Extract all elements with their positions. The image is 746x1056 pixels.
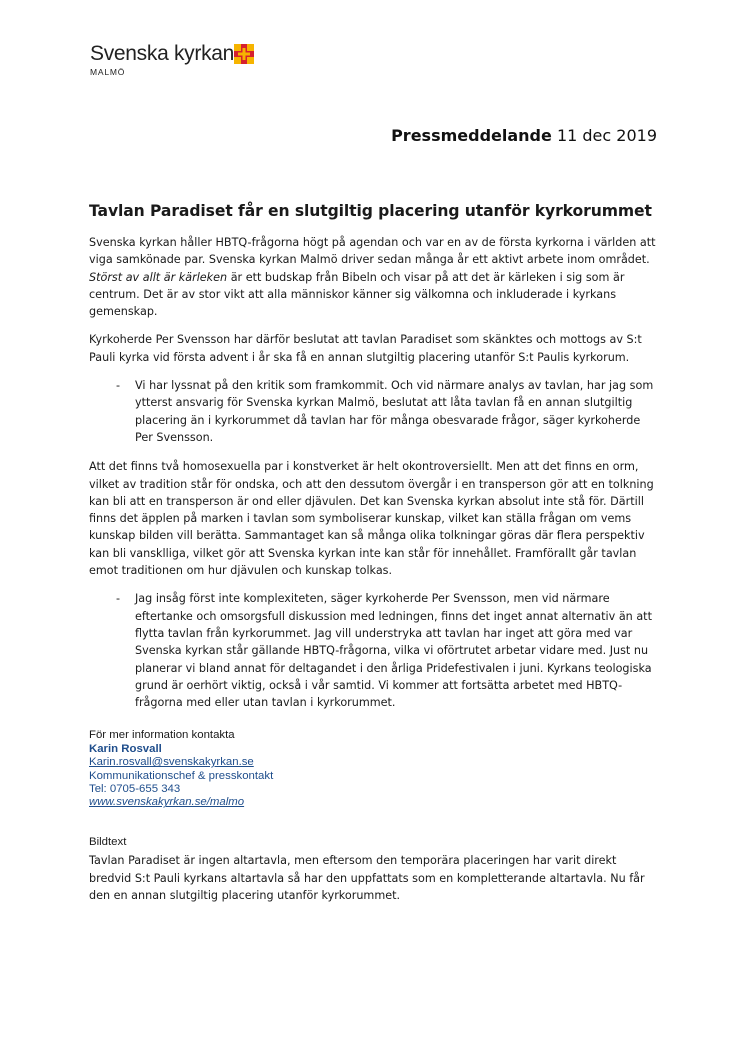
logo-subtitle: MALMÖ (90, 67, 126, 77)
image-caption-block (89, 836, 659, 904)
contact-intro: För mer information kontakta (89, 729, 235, 742)
dash-marker: - (116, 379, 121, 393)
website-link[interactable]: www.svenskakyrkan.se/malmo (89, 796, 245, 809)
press-release-header (391, 126, 657, 145)
bible-quote: Störst av allt är kärleken (89, 270, 228, 284)
contact-email-link[interactable]: Karin.rosvall@svenskakyrkan.se (89, 756, 254, 769)
quote-text-2: Jag insåg först inte komplexiteten, säger kyrkoherde Per Svensson, men vid närmare eftertanke och omsorgsfull diskussion med ledningen, finns det inget annat alternativ än att flytta tavlan från kyrkorummet. Jag vill understryka att tavlan har inget att göra med var Svenska kyrkan står gällande HBTQ-frågorna, vilka vi oförtrutet arbetar vidare med. Just nu planerar vi bland annat för deltagandet i den årliga Pridefestivalen i juni. Kyrkans teologiska grund är oerhört viktig, också i vår samtid. Vi kommer att fortsätta arbetet med HBTQ-frågorna med eller utan tavlan i kyrkorummet. (135, 592, 652, 710)
church-logo (90, 42, 234, 77)
quote-block-1 (89, 377, 659, 446)
dash-marker: - (116, 592, 121, 606)
quote-text-1: Vi har lyssnat på den kritik som framkommit. Och vid närmare analys av tavlan, har jag som ytterst ansvarig för Svenska kyrkan Malmö, beslutat att låta tavlan få en annan slutgiltig placering än i kyrkorummet då tavlan har för många obesvarade frågor, säger kyrkoherde Per Svensson. (135, 379, 654, 444)
press-label: Pressmeddelande (391, 126, 552, 145)
press-date: 11 dec 2019 (556, 126, 657, 145)
quote-block-2 (89, 590, 659, 711)
contact-role: Kommunikationschef & presskontakt (89, 769, 274, 782)
article-title: Tavlan Paradiset får en slutgiltig placering utanför kyrkorummet (89, 202, 652, 220)
logo-name: Svenska kyrkan (90, 42, 235, 65)
paragraph-intro-part-a: Svenska kyrkan håller HBTQ-frågorna högt på agendan och var en av de första kyrkorna i världen att viga samkönade par. Svenska kyrkan Malmö driver sedan många år ett aktivt arbete inom området. (89, 236, 656, 267)
contact-name: Karin Rosvall (89, 742, 162, 755)
paragraph-intro (89, 234, 659, 320)
paragraph-intro-part-b: är ett budskap från Bibeln och visar på att det är kärleken i sig som är centrum. Det är av stor vikt att alla människor känner sig välkomna och inkluderade i kyrkans gemenskap. (89, 270, 625, 319)
paragraph-decision: Kyrkoherde Per Svensson har därför beslutat att tavlan Paradiset som skänktes och mottogs av S:t Pauli kyrka vid första advent i år ska få en annan slutgiltig placering utanför S:t Paulis kyrkorum. (89, 333, 642, 364)
article-body (89, 200, 659, 904)
contact-block (89, 729, 659, 809)
cross-shield-icon (234, 44, 254, 64)
paragraph-analysis: Att det finns två homosexuella par i konstverket är helt okontroversiellt. Men att det finns en orm, vilket av tradition står för ondska, och att den dessutom övergår i en transperson gör att en tolkning kan bli att en transperson är ond eller djävulen. Det kan Svenska kyrkan absolut inte stå för. Därtill finns det äpplen på marken i tavlan som symboliserar kunskap, vilket kan ställa frågan om vems kunskap bilden vill berätta. Sammantaget kan så många olika tolkningar göras där flera perspektiv kan bli vansklliga, vilket gör att Svenska kyrkan inte kan står för innehållet. Framförallt går tavlan emot traditionen om hur djävulen och kunskap tolkas. (89, 460, 654, 578)
contact-phone: Tel: 0705-655 343 (89, 783, 181, 796)
caption-text: Tavlan Paradiset är ingen altartavla, men eftersom den temporära placeringen har varit direkt bredvid S:t Pauli kyrkans altartavla så har den uppfattats som en kompletterande altartavla. Nu får den en annan slutgiltig placering utanför kyrkorummet. (89, 854, 645, 902)
caption-heading: Bildtext (89, 835, 127, 848)
